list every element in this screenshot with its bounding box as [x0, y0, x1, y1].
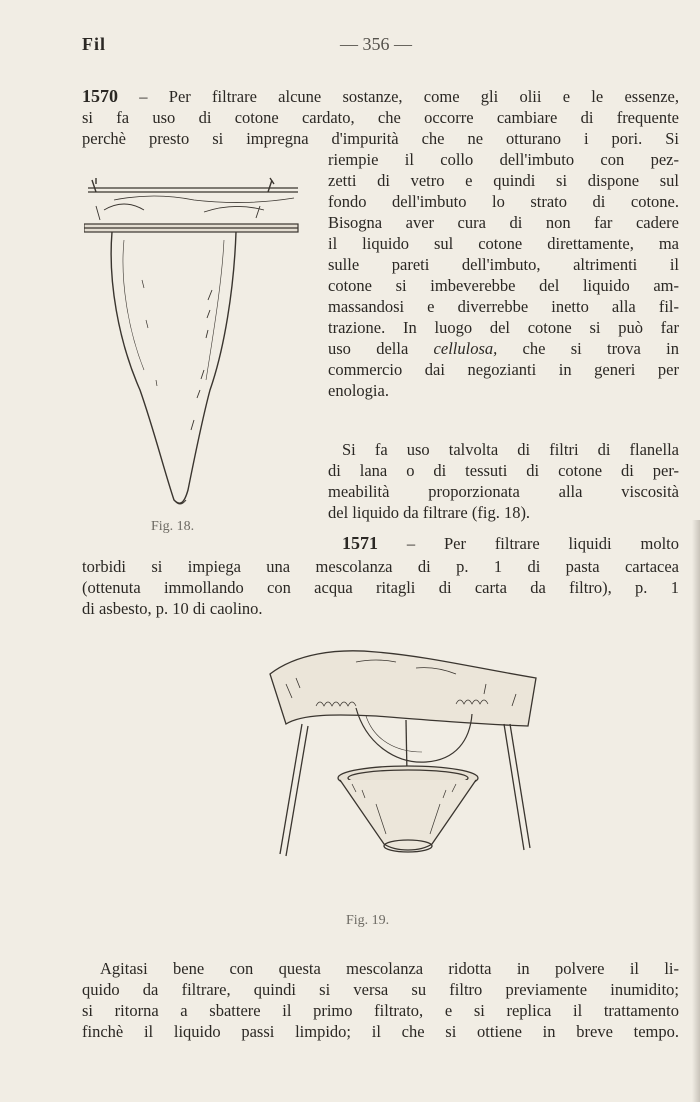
text-line: Bisogna aver cura di non far cadere [328, 213, 679, 232]
text-line: di asbesto, p. 10 di caolino. [82, 599, 263, 618]
text-fragment: – Per filtrare alcune sostanze, come gli olii e le essenze, [118, 87, 679, 106]
paragraph-1570-intro [82, 86, 679, 149]
text-fragment: uso della [328, 339, 434, 358]
text-line: il liquido sul cotone direttamente, ma [328, 234, 679, 253]
text-line: enologia. [328, 381, 389, 400]
figure-18-illustration [84, 170, 302, 515]
paragraph-number-1570: 1570 [82, 86, 118, 106]
text-line: del liquido da filtrare (fig. 18). [328, 503, 531, 522]
text-line: trazione. In luogo del cotone si può far [328, 318, 679, 337]
text-line: (ottenuta immollando con acqua ritagli di carta da filtro), p. 1 [82, 578, 679, 597]
text-line: Si fa uso talvolta di filtri di flanella [342, 440, 679, 459]
paragraph-1571-body [82, 556, 679, 619]
text-fragment: – Per filtrare liquidi molto [378, 534, 679, 553]
page-edge-shadow [692, 520, 700, 1102]
text-line: sulle pareti dell'imbuto, altrimenti il [328, 255, 679, 274]
text-fragment: che si trova in [497, 339, 679, 358]
italic-term: cellulosa, [433, 339, 498, 358]
page-number: — 356 — [340, 34, 412, 54]
figure-19-illustration [256, 644, 552, 910]
text-line [82, 86, 679, 107]
text-line: perchè presto si impregna d'impurità che ne otturano i pori. Si [82, 129, 679, 148]
text-line: si ritorna a sbattere il primo filtrato, e si replica il trattamento [82, 1001, 679, 1020]
text-line: riempie il collo dell'imbuto con pez- [328, 150, 679, 169]
text-line: quido da filtrare, quindi si versa su filtro previamente inumidito; [82, 980, 679, 999]
text-line: finchè il liquido passi limpido; il che si ottiene in breve tempo. [82, 1022, 679, 1041]
text-line: commercio dai negozianti in generi per [328, 360, 679, 379]
text-line: di lana o di tessuti di cotone di per- [328, 461, 679, 480]
text-line [328, 533, 679, 554]
paragraph-1571-lead [328, 533, 679, 554]
running-header [82, 34, 670, 58]
paragraph-1570-column [328, 149, 679, 401]
text-line: Agitasi bene con questa mescolanza ridotta in polvere il li- [100, 959, 679, 978]
paragraph-number-1571: 1571 [342, 533, 378, 553]
text-line: torbidi si impiega una mescolanza di p. 1 di pasta cartacea [82, 557, 679, 576]
text-line: meabilità proporzionata alla viscosità [328, 482, 679, 501]
header-section: Fil [82, 34, 106, 54]
text-line [328, 338, 679, 359]
paragraph-final [82, 958, 679, 1042]
figure-19-caption: Fig. 19. [346, 913, 390, 928]
text-line: massandosi e diverrebbe inetto alla fil- [328, 297, 679, 316]
text-line: fondo dell'imbuto lo strato di cotone. [328, 192, 679, 211]
paragraph-flanella [328, 439, 679, 523]
text-line: si fa uso di cotone cardato, che occorre cambiare di frequente [82, 108, 679, 127]
figure-18-caption: Fig. 18. [151, 519, 195, 534]
text-line: zetti di vetro e quindi si dispone sul [328, 171, 679, 190]
text-line: cotone si imbeverebbe del liquido am- [328, 276, 679, 295]
